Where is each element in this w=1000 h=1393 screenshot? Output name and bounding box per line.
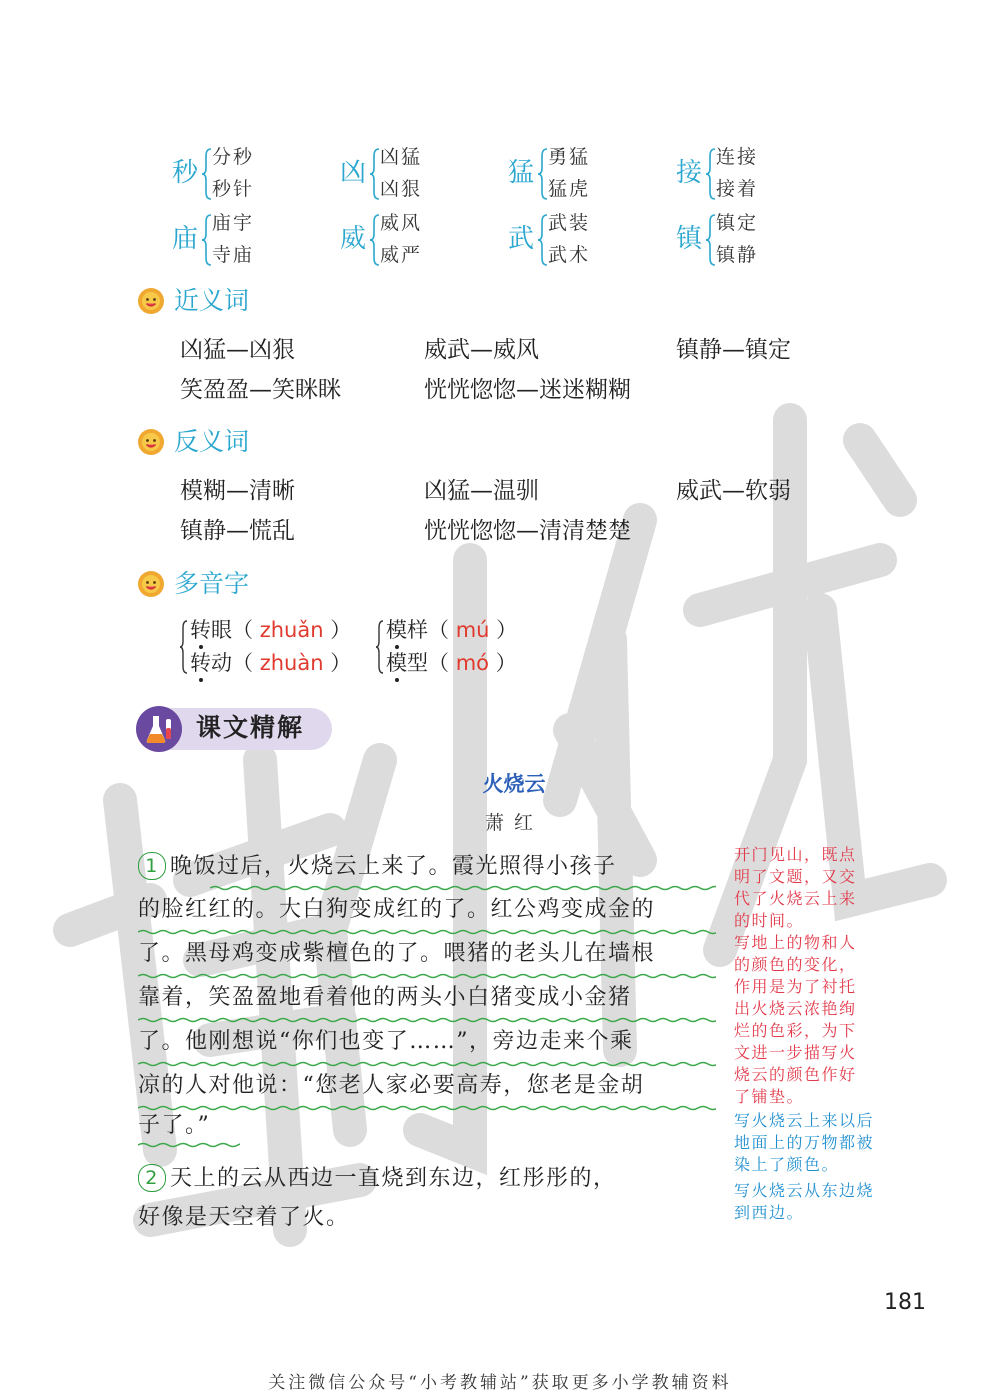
poly-word: 模样 xyxy=(386,618,428,642)
green-wavy-underline xyxy=(138,1142,240,1148)
word-group-word: 武装 xyxy=(548,212,591,234)
brace-icon xyxy=(538,214,548,266)
word-group-word: 秒针 xyxy=(212,178,255,200)
green-wavy-underline xyxy=(138,1061,716,1067)
word-group-word: 凶猛 xyxy=(380,146,423,168)
poly-pinyin: zhuàn xyxy=(259,651,324,675)
synonym-pair: 恍恍惚惚—迷迷糊糊 xyxy=(424,377,631,403)
word-group-word: 寺庙 xyxy=(212,244,255,266)
word-group-char: 凶 xyxy=(340,158,367,188)
sun-icon xyxy=(136,569,166,599)
antonym-pair: 凶猛—温驯 xyxy=(424,478,539,504)
word-group-char: 镇 xyxy=(676,224,703,254)
word-group xyxy=(508,212,678,272)
synonym-pair: 笑盈盈—笑眯眯 xyxy=(180,377,341,403)
annotation-line: 写火烧云上来以后 xyxy=(734,1111,875,1130)
paragraph-2-line: 好像是天空着了火。 xyxy=(138,1205,350,1230)
antonyms-title: 反义词 xyxy=(174,427,250,456)
brace-icon xyxy=(538,148,548,200)
brace-icon xyxy=(202,214,212,266)
flask-icon xyxy=(145,713,175,745)
annotation-line: 明了文题，又交 xyxy=(734,867,857,886)
page-number: 181 xyxy=(884,1290,926,1315)
green-wavy-underline xyxy=(138,973,716,979)
article-author: 萧红 xyxy=(484,812,543,834)
poly-pinyin: mó xyxy=(455,651,489,675)
green-wavy-underline xyxy=(138,929,716,935)
synonym-pair: 镇静—镇定 xyxy=(676,337,791,363)
poly-word: 转动 xyxy=(190,651,232,675)
brace-icon xyxy=(706,148,716,200)
brace-icon xyxy=(202,148,212,200)
annotation-line: 作用是为了衬托 xyxy=(734,977,857,996)
word-group xyxy=(172,146,342,206)
word-group-word: 接着 xyxy=(716,178,759,200)
annotation-line: 了铺垫。 xyxy=(734,1087,805,1106)
brace-icon xyxy=(706,214,716,266)
paragraph-number: 2 xyxy=(138,1164,166,1192)
synonym-pair: 凶猛—凶狠 xyxy=(180,337,295,363)
green-wavy-underline xyxy=(210,885,716,891)
polyphonic-item: 转动（ zhuàn ） xyxy=(190,650,351,676)
paragraph-text: 晚饭过后，火烧云上来了。霞光照得小孩子 xyxy=(170,854,617,879)
word-group xyxy=(340,212,510,272)
annotation-line: 写火烧云从东边烧 xyxy=(734,1181,875,1200)
word-group-word: 镇定 xyxy=(716,212,759,234)
word-group-word: 勇猛 xyxy=(548,146,591,168)
word-group-word: 武术 xyxy=(548,244,591,266)
footer-note: 关注微信公众号“小考教辅站”获取更多小学教辅资料 xyxy=(268,1373,732,1393)
green-wavy-underline xyxy=(138,1105,716,1111)
annotation-line: 的颜色的变化， xyxy=(734,955,857,974)
emphasis-dot xyxy=(199,678,203,682)
annotation-line: 文进一步描写火 xyxy=(734,1043,857,1062)
polyphonic-item: 转眼（ zhuǎn ） xyxy=(190,617,351,643)
sun-icon xyxy=(136,286,166,316)
paragraph-text: 天上的云从西边一直烧到东边，红彤彤的， xyxy=(170,1166,617,1191)
word-group-char: 秒 xyxy=(172,158,199,188)
annotation-line: 出火烧云浓艳绚 xyxy=(734,999,857,1018)
word-group-char: 武 xyxy=(508,224,535,254)
synonym-pair: 威武—威风 xyxy=(424,337,539,363)
annotation-line: 代了火烧云上来 xyxy=(734,889,857,908)
sun-icon xyxy=(136,427,166,457)
word-group-word: 庙宇 xyxy=(212,212,255,234)
annotation-line: 的时间。 xyxy=(734,911,805,930)
annotation-line: 写地上的物和人 xyxy=(734,933,857,952)
emphasis-dot xyxy=(199,645,203,649)
word-group xyxy=(676,212,846,272)
article-title: 火烧云 xyxy=(482,772,546,796)
poly-pinyin: zhuǎn xyxy=(259,618,324,642)
brace-icon xyxy=(370,148,380,200)
annotation-line: 染上了颜色。 xyxy=(734,1155,840,1174)
word-group-char: 庙 xyxy=(172,224,199,254)
word-group-word: 镇静 xyxy=(716,244,759,266)
word-group-char: 威 xyxy=(340,224,367,254)
synonyms-title: 近义词 xyxy=(174,286,250,315)
banner-label: 课文精解 xyxy=(196,713,305,742)
polyphonic-title: 多音字 xyxy=(174,569,250,598)
word-group-word: 威严 xyxy=(380,244,423,266)
annotation-line: 地面上的万物都被 xyxy=(734,1133,875,1152)
emphasis-dot xyxy=(395,645,399,649)
antonym-pair: 威武—软弱 xyxy=(676,478,791,504)
annotation-line: 到西边。 xyxy=(734,1203,805,1222)
word-group xyxy=(340,146,510,206)
paragraph-1-line: 了。黑母鸡变成紫檀色的了。喂猪的老头儿在墙根 xyxy=(138,941,656,966)
antonym-pair: 恍恍惚惚—清清楚楚 xyxy=(424,518,631,544)
word-group-word: 威风 xyxy=(380,212,423,234)
brace-icon xyxy=(180,620,188,674)
annotation-line: 烂的色彩，为下 xyxy=(734,1021,857,1040)
antonym-pair: 镇静—慌乱 xyxy=(180,518,295,544)
paragraph-number: 1 xyxy=(138,852,166,880)
annotation-line: 开门见山，既点 xyxy=(734,845,857,864)
antonym-pair: 模糊—清晰 xyxy=(180,478,295,504)
polyphonic-item: 模样（ mú ） xyxy=(386,617,517,643)
annotation-line: 烧云的颜色作好 xyxy=(734,1065,857,1084)
poly-word: 模型 xyxy=(386,651,428,675)
section-banner xyxy=(136,706,332,752)
emphasis-dot xyxy=(395,678,399,682)
paragraph-1-line: 子了。” xyxy=(138,1113,211,1138)
word-group-word: 连接 xyxy=(716,146,759,168)
word-group-char: 猛 xyxy=(508,158,535,188)
word-group xyxy=(676,146,846,206)
word-group-char: 接 xyxy=(676,158,703,188)
poly-word: 转眼 xyxy=(190,618,232,642)
paragraph-2-line xyxy=(138,1164,617,1193)
annotation-blue xyxy=(734,1180,894,1224)
brace-icon xyxy=(376,620,384,674)
word-group xyxy=(172,212,342,272)
green-wavy-underline xyxy=(138,1017,716,1023)
word-group xyxy=(508,146,678,206)
paragraph-1-line: 的脸红红的。大白狗变成红的了。红公鸡变成金的 xyxy=(138,897,656,922)
paragraph-1-line: 了。他刚想说“你们也变了……”，旁边走来个乘 xyxy=(138,1029,634,1054)
annotation-red xyxy=(734,844,894,1108)
paragraph-1-line: 凉的人对他说：“您老人家必要高寿，您老是金胡 xyxy=(138,1073,645,1098)
paragraph-1-line: 靠着，笑盈盈地看着他的两头小白猪变成小金猪 xyxy=(138,985,632,1010)
word-group-word: 猛虎 xyxy=(548,178,591,200)
paragraph-1-line xyxy=(138,852,617,881)
annotation-blue xyxy=(734,1110,894,1176)
word-group-word: 分秒 xyxy=(212,146,255,168)
polyphonic-item: 模型（ mó ） xyxy=(386,650,517,676)
poly-pinyin: mú xyxy=(455,618,490,642)
word-group-word: 凶狠 xyxy=(380,178,423,200)
brace-icon xyxy=(370,214,380,266)
